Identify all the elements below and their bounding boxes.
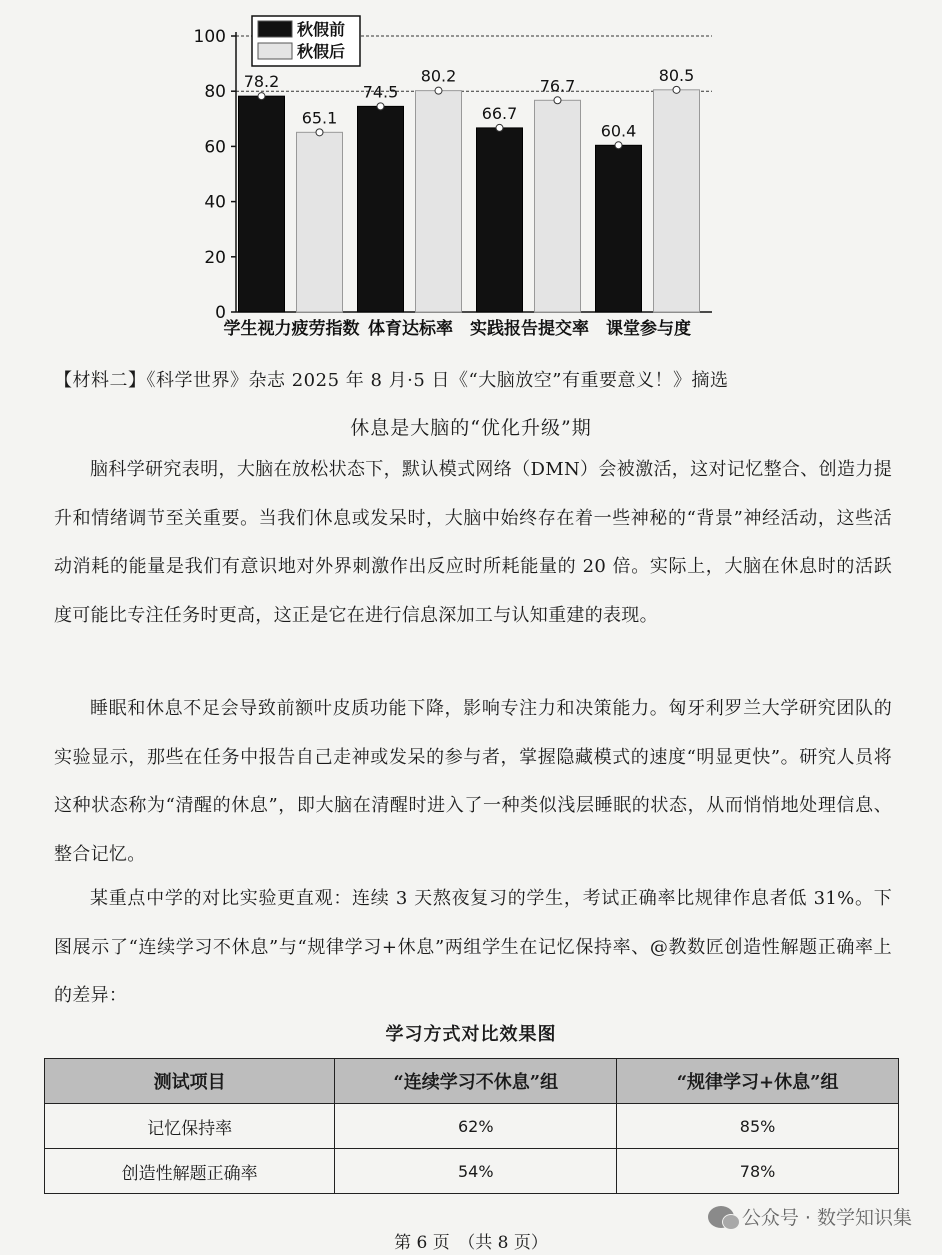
- x-tick-label: 课堂参与度: [606, 319, 691, 339]
- bar-marker: [258, 93, 265, 100]
- chart-legend: [252, 16, 360, 66]
- legend-swatch: [258, 43, 292, 59]
- cell-value: 85%: [617, 1104, 899, 1149]
- header-regular-group: “规律学习+休息”组: [617, 1059, 899, 1104]
- bar-marker: [673, 86, 680, 93]
- y-tick-label: 20: [204, 247, 226, 268]
- legend-swatch: [258, 21, 292, 37]
- data-label: 65.1: [301, 108, 338, 128]
- page-number: 第 6 页 （共 8 页）: [394, 1233, 548, 1253]
- bar-marker: [377, 103, 384, 110]
- bar-chart: [0, 0, 942, 350]
- table-title: 学习方式对比效果图: [385, 1024, 557, 1045]
- data-label: 78.2: [243, 72, 280, 92]
- bar-before: [596, 145, 642, 312]
- data-label: 80.5: [658, 65, 695, 85]
- bar-before: [358, 106, 404, 312]
- bar-after: [416, 91, 462, 312]
- y-tick-label: 100: [193, 27, 226, 47]
- legend-label: 秋假前: [297, 20, 346, 39]
- bar-marker: [496, 124, 503, 131]
- paragraph-3: 某重点中学的对比实验更直观：连续 3 天熬夜复习的学生，考试正确率比规律作息者低 31%。下图展示了“连续学习不休息”与“规律学习+休息”两组学生在记忆保持率、@教数匠创造性解题正确率上的差异：: [54, 888, 892, 1006]
- bar-marker: [316, 129, 323, 136]
- data-label: 60.4: [600, 121, 637, 141]
- cell-value: 62%: [335, 1104, 617, 1149]
- watermark-text: 公众号 · 数学知识集: [741, 1207, 912, 1229]
- table-row: [45, 1149, 899, 1194]
- cell-value: 54%: [335, 1149, 617, 1194]
- wechat-icon: [708, 1206, 734, 1228]
- paragraph-1: 脑科学研究表明，大脑在放松状态下，默认模式网络（DMN）会被激活，这对记忆整合、创造力提升和情绪调节至关重要。当我们休息或发呆时，大脑中始终存在着一些神秘的“背景”神经活动，这些活动消耗的能量是我们有意识地对外界刺激作出反应时所耗能量的 20 倍。实际上，大脑在休息时的活跃度可能比专注任务时更高，这正是它在进行信息深加工与认知重建的表现。: [54, 459, 892, 626]
- bar-marker: [615, 142, 622, 149]
- data-label: 80.2: [420, 66, 457, 86]
- data-label: 74.5: [362, 82, 399, 102]
- article-title: 休息是大脑的“优化升级”期: [350, 417, 592, 439]
- cell-value: 78%: [617, 1149, 899, 1194]
- row-label: 记忆保持率: [45, 1104, 335, 1149]
- table-row: [45, 1104, 899, 1149]
- y-tick-label: 60: [204, 137, 226, 158]
- y-tick-label: 80: [204, 82, 226, 103]
- bar-before: [477, 128, 523, 312]
- bar-after: [535, 100, 581, 312]
- watermark: [708, 1203, 912, 1230]
- bar-after: [654, 90, 700, 312]
- x-tick-label: 实践报告提交率: [470, 319, 589, 339]
- table-header-row: [45, 1059, 899, 1104]
- y-tick-label: 0: [215, 303, 226, 323]
- comparison-table: [44, 1058, 899, 1194]
- data-label: 76.7: [539, 76, 576, 96]
- material-header: 【材料二】《科学世界》杂志 2025 年 8 月·5 日《“大脑放空”有重要意义！》摘选: [54, 370, 729, 391]
- header-test-item: 测试项目: [45, 1059, 335, 1104]
- bar-marker: [554, 97, 561, 104]
- bar-before: [239, 96, 285, 312]
- legend-label: 秋假后: [297, 42, 346, 61]
- bar-marker: [435, 87, 442, 94]
- row-label: 创造性解题正确率: [45, 1149, 335, 1194]
- paragraph-2: 睡眠和休息不足会导致前额叶皮质功能下降，影响专注力和决策能力。匈牙利罗兰大学研究团队的实验显示，那些在任务中报告自己走神或发呆的参与者，掌握隐藏模式的速度“明显更快”。研究人员将这种状态称为“清醒的休息”，即大脑在清醒时进入了一种类似浅层睡眠的状态，从而悄悄地处理信息、整合记忆。: [54, 698, 892, 865]
- bar-after: [297, 132, 343, 312]
- x-tick-label: 体育达标率: [368, 319, 453, 339]
- data-label: 66.7: [481, 103, 518, 123]
- x-tick-label: 学生视力疲劳指数: [223, 319, 360, 339]
- header-continuous-group: “连续学习不休息”组: [335, 1059, 617, 1104]
- y-tick-label: 40: [204, 192, 226, 213]
